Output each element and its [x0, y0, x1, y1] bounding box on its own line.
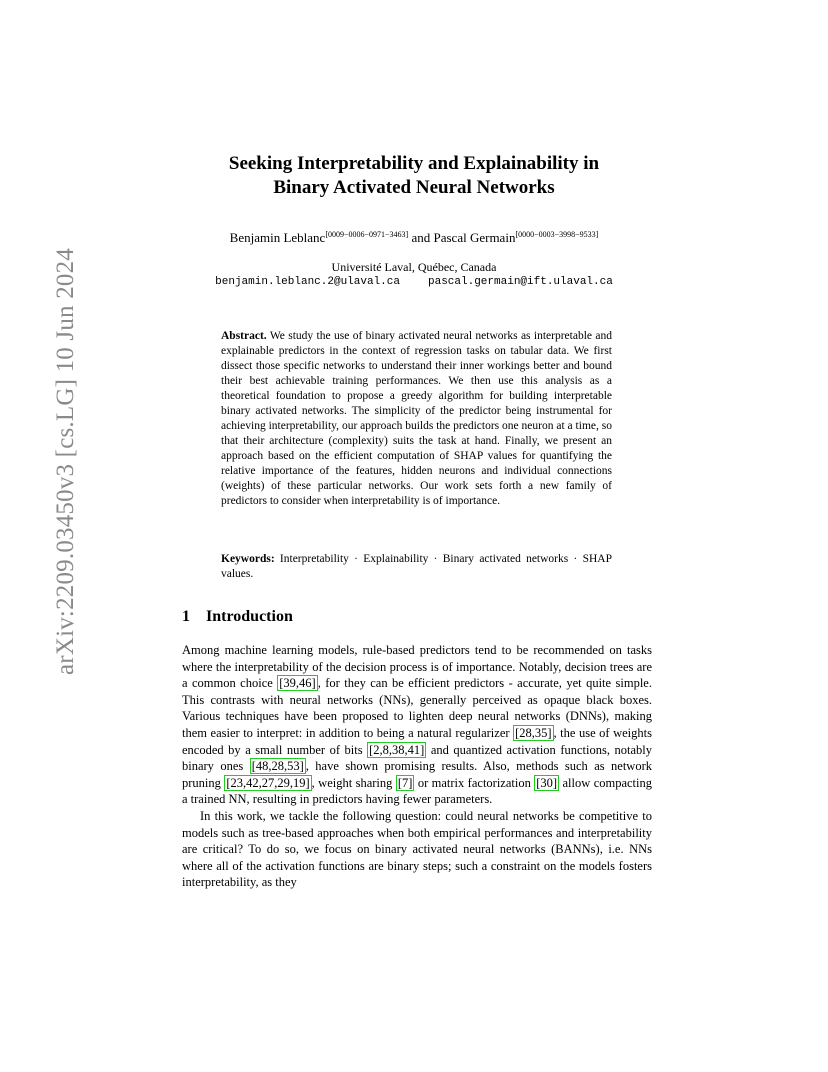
title-line-2: Binary Activated Neural Networks	[273, 177, 555, 198]
text: or matrix factorization	[414, 775, 535, 790]
keywords-text: Interpretability · Explainability · Binary activated networks · SHAP values.	[221, 553, 612, 580]
affiliation: Université Laval, Québec, Canada	[331, 260, 497, 274]
paragraph-2: In this work, we tackle the following question: could neural networks be competitive to models such as tree-based approaches when both empirical performances and interpretability are critical? To do so, we focus on binary activated neural networks (BANNs), i.e. NNs where all of the activation functions are binary steps; such a constraint on the models fosters interpretability, as they	[182, 808, 652, 890]
abstract	[221, 329, 612, 509]
author-1: Benjamin Leblanc	[229, 230, 326, 245]
paper-title	[0, 152, 828, 200]
author-1-orcid[interactable]: [0009−0006−0971−3463]	[325, 230, 409, 239]
text: and quantized activation functions, notably binary ones	[182, 742, 652, 774]
authors	[0, 230, 828, 246]
text: , have shown promising results. Also, methods such as network pruning	[182, 759, 652, 790]
text: , the use of weights encoded by a small number of bits	[182, 725, 652, 757]
section-heading	[182, 608, 293, 626]
author-conjunction: and	[408, 230, 434, 245]
text: Among machine learning models, rule-based predictors tend to be recommended on tasks where the interpretability of the decision process is of importance. Notably, decision trees are a common choice	[182, 643, 652, 691]
citation-link[interactable]: [2,8,38,41]	[369, 742, 425, 757]
keywords-label: Keywords:	[221, 553, 275, 565]
citation-link[interactable]: [7]	[397, 775, 413, 790]
text: , weight sharing	[311, 775, 396, 790]
abstract-label: Abstract.	[221, 330, 267, 342]
text: , for they can be efficient predictors - accurate, yet quite simple. This contrasts with neural networks (NNs), generally perceived as opaque black boxes. Various techniques have been proposed to lighten deep neural networks (DNNs), making them easier to interpret: in addition to being a natural regularizer	[182, 676, 652, 740]
email-2[interactable]: pascal.germain@ift.ulaval.ca	[428, 276, 613, 288]
emails	[0, 276, 828, 288]
citation-link[interactable]: [30]	[536, 775, 558, 790]
citation-link[interactable]: [23,42,27,29,19]	[226, 775, 310, 790]
citation-link[interactable]: [28,35]	[515, 725, 552, 740]
citation-link[interactable]: [39,46]	[279, 676, 316, 691]
title-line-1: Seeking Interpretability and Explainability in	[228, 153, 600, 174]
email-1[interactable]: benjamin.leblanc.2@ulaval.ca	[215, 276, 400, 288]
paragraph-1	[182, 642, 652, 808]
abstract-text: We study the use of binary activated neural networks as interpretable and explainable predictors in the context of regression tasks on tabular data. We first dissect those specific networks to understand their inner workings better and bound their best achievable training performances. We then use this analysis as a theoretical foundation to propose a greedy algorithm for building interpretable binary activated networks. The simplicity of the predictor being instrumental for achieving interpretability, our approach builds the predictors one neuron at a time, so that their architecture (complexity) suits the task at hand. Finally, we present an approach based on the efficient computation of SHAP values for quantifying the relative importance of the features, hidden neurons and individual connections (weights) of these particular networks. Our work sets forth a new family of predictors to consider when interpretability is of importance.	[221, 330, 612, 507]
author-2: Pascal Germain	[433, 230, 516, 245]
section-title: Introduction	[206, 608, 293, 625]
body-text	[182, 642, 652, 891]
keywords	[221, 552, 612, 582]
section-number: 1	[182, 608, 190, 625]
author-2-orcid[interactable]: [0000−0003−3998−9533]	[515, 230, 599, 239]
citation-link[interactable]: [48,28,53]	[251, 759, 304, 774]
text: allow compacting a trained NN, resulting in predictors having fewer parameters.	[182, 775, 653, 807]
arxiv-identifier: arXiv:2209.03450v3 [cs.LG] 10 Jun 2024	[52, 248, 79, 675]
